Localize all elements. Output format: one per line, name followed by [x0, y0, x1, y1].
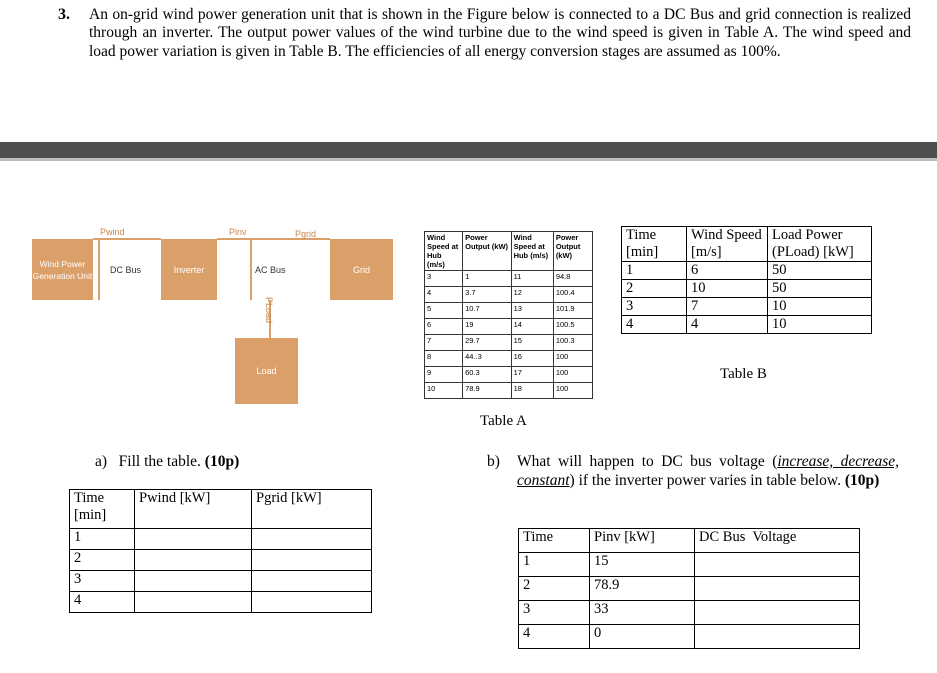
- table-b: [621, 226, 872, 334]
- pinv-label: Pinv: [229, 227, 247, 237]
- ac-bus-label: AC Bus: [255, 265, 286, 275]
- table-cell: 11: [511, 271, 553, 287]
- table-cell: 78.9: [590, 577, 695, 601]
- table-cell: 6: [425, 319, 463, 335]
- table-cell: 15: [511, 335, 553, 351]
- table-cell: 101.9: [553, 303, 592, 319]
- table-cell: 100.4: [553, 287, 592, 303]
- table-cell: 4: [425, 287, 463, 303]
- table-cell: 10: [687, 280, 768, 298]
- table-b-header: Load Power (PLoad) [kW]: [768, 227, 872, 262]
- wind-line: [93, 238, 161, 240]
- wind-unit-block: Wind Power Generation Unit: [32, 239, 93, 300]
- part-b-points: (10p): [844, 471, 880, 489]
- table-row: [519, 577, 860, 601]
- table-cell: 0: [590, 625, 695, 649]
- table-cell: 4: [687, 316, 768, 334]
- table-a-header: Wind Speed at Hub (m/s): [511, 232, 553, 271]
- table-row: [622, 280, 872, 298]
- answer-cell[interactable]: [135, 550, 252, 571]
- table-row: [425, 319, 593, 335]
- part-b-label: b): [487, 453, 500, 470]
- table-cell: 60.3: [463, 367, 511, 383]
- table-row: [622, 316, 872, 334]
- answer-cell[interactable]: [252, 571, 372, 592]
- table-row: [425, 367, 593, 383]
- table-b-caption: Table B: [720, 366, 767, 382]
- table-row: [425, 287, 593, 303]
- answer-a-header: Pwind [kW]: [135, 490, 252, 529]
- table-cell: 17: [511, 367, 553, 383]
- part-b-options: increase, decrease, constant: [517, 453, 899, 489]
- table-cell: 4: [622, 316, 687, 334]
- table-cell: 10: [768, 298, 872, 316]
- part-b-prompt: [517, 453, 899, 490]
- divider-bar: [0, 142, 937, 158]
- table-cell: 1: [622, 262, 687, 280]
- table-cell: 94.8: [553, 271, 592, 287]
- table-row: [70, 550, 372, 571]
- question-text: An on-grid wind power generation unit that is shown in the Figure below is connected to a DC Bus and grid connection is realized through an inverter. The output power values of the wind turbine due to the wind speed is given in Table A. The wind speed and load power variation is given in Table B. The efficiencies of all energy conversion stages are assumed as 100%.: [89, 6, 911, 60]
- table-cell: 2: [622, 280, 687, 298]
- table-row: [425, 335, 593, 351]
- answer-a-header: Time [min]: [70, 490, 135, 529]
- answer-b-header: Time: [519, 529, 590, 553]
- load-block: Load: [235, 338, 298, 404]
- table-a-header: Power Output (kW): [463, 232, 511, 271]
- table-cell: 3: [425, 271, 463, 287]
- table-cell: 1: [70, 529, 135, 550]
- grid-block: Grid: [330, 239, 393, 300]
- pgrid-label: Pgrid: [295, 229, 317, 239]
- answer-b-header: Pinv [kW]: [590, 529, 695, 553]
- answer-table-a: [69, 489, 372, 613]
- dc-bus-label: DC Bus: [110, 265, 142, 275]
- dc-bus-bar: [98, 238, 100, 300]
- table-cell: 6: [687, 262, 768, 280]
- table-cell: 100: [553, 383, 592, 399]
- part-b-text-1: What will happen to DC bus voltage (: [517, 453, 778, 470]
- table-row: [70, 592, 372, 613]
- table-cell: 1: [519, 553, 590, 577]
- table-cell: 18: [511, 383, 553, 399]
- grid-line: [252, 238, 330, 240]
- pload-label: PLoad: [264, 297, 274, 324]
- answer-a-header: Pgrid [kW]: [252, 490, 372, 529]
- answer-b-header: DC Bus Voltage: [695, 529, 860, 553]
- answer-cell[interactable]: [135, 529, 252, 550]
- table-row: [425, 383, 593, 399]
- table-row: [425, 351, 593, 367]
- table-cell: 50: [768, 280, 872, 298]
- table-cell: 33: [590, 601, 695, 625]
- table-row: [70, 529, 372, 550]
- table-row: [70, 571, 372, 592]
- table-cell: 15: [590, 553, 695, 577]
- table-cell: 1: [463, 271, 511, 287]
- table-a: [424, 231, 593, 399]
- question-number: 3.: [58, 6, 70, 23]
- table-cell: 100: [553, 351, 592, 367]
- table-cell: 5: [425, 303, 463, 319]
- answer-cell[interactable]: [695, 625, 860, 649]
- part-b-text-2: ) if the inverter power varies in table below.: [569, 471, 841, 489]
- table-row: [622, 262, 872, 280]
- table-cell: 2: [519, 577, 590, 601]
- table-cell: 10: [768, 316, 872, 334]
- answer-table-b: [518, 528, 860, 649]
- answer-cell[interactable]: [252, 592, 372, 613]
- table-cell: 3: [70, 571, 135, 592]
- part-a-prompt: [95, 453, 239, 472]
- table-cell: 13: [511, 303, 553, 319]
- part-a-text: Fill the table.: [118, 453, 201, 470]
- table-row: [425, 271, 593, 287]
- answer-cell[interactable]: [695, 601, 860, 625]
- answer-cell[interactable]: [695, 577, 860, 601]
- table-cell: 10.7: [463, 303, 511, 319]
- table-a-caption: Table A: [480, 413, 527, 429]
- table-cell: 44..3: [463, 351, 511, 367]
- table-cell: 100: [553, 367, 592, 383]
- table-cell: 50: [768, 262, 872, 280]
- table-cell: 100.3: [553, 335, 592, 351]
- table-cell: 2: [70, 550, 135, 571]
- table-row: [425, 303, 593, 319]
- table-cell: 4: [519, 625, 590, 649]
- inv-line: [217, 238, 252, 240]
- table-cell: 14: [511, 319, 553, 335]
- table-b-header: Time [min]: [622, 227, 687, 262]
- table-a-header: Power Output (kW): [553, 232, 592, 271]
- table-cell: 16: [511, 351, 553, 367]
- table-cell: 3: [622, 298, 687, 316]
- table-cell: 29.7: [463, 335, 511, 351]
- table-cell: 3: [519, 601, 590, 625]
- answer-cell[interactable]: [695, 553, 860, 577]
- table-cell: 8: [425, 351, 463, 367]
- table-b-header: Wind Speed [m/s]: [687, 227, 768, 262]
- table-row: [519, 553, 860, 577]
- table-cell: 7: [425, 335, 463, 351]
- table-cell: 12: [511, 287, 553, 303]
- table-cell: 4: [70, 592, 135, 613]
- table-row: [519, 625, 860, 649]
- part-a-label: a): [95, 453, 108, 470]
- answer-cell[interactable]: [252, 529, 372, 550]
- table-cell: 7: [687, 298, 768, 316]
- table-row: [622, 298, 872, 316]
- answer-cell[interactable]: [135, 592, 252, 613]
- table-cell: 100.5: [553, 319, 592, 335]
- system-diagram: [30, 225, 400, 395]
- ac-bus-bar: [250, 238, 252, 300]
- answer-cell[interactable]: [135, 571, 252, 592]
- table-cell: 10: [425, 383, 463, 399]
- pwind-label: Pwind: [100, 227, 125, 237]
- table-cell: 78.9: [463, 383, 511, 399]
- table-cell: 9: [425, 367, 463, 383]
- table-cell: 3.7: [463, 287, 511, 303]
- table-row: [519, 601, 860, 625]
- inverter-block: Inverter: [161, 239, 217, 300]
- table-cell: 19: [463, 319, 511, 335]
- part-a-points: (10p): [204, 453, 240, 470]
- table-a-header: Wind Speed at Hub (m/s): [425, 232, 463, 271]
- answer-cell[interactable]: [252, 550, 372, 571]
